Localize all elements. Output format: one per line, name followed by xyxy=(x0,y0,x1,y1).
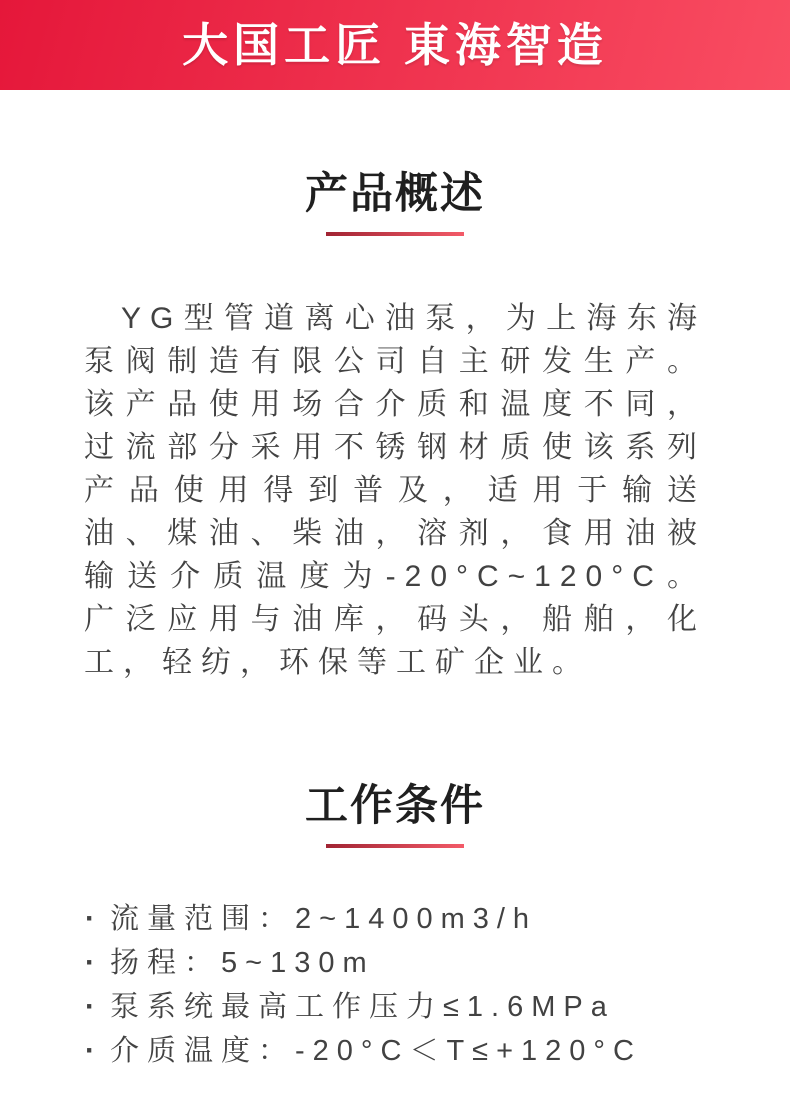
banner-title: 大国工匠 東海智造 xyxy=(182,19,608,71)
list-item xyxy=(85,985,790,1029)
title-underline-conditions xyxy=(326,844,464,848)
bullet-icon: · xyxy=(85,902,95,935)
bullet-icon: · xyxy=(85,990,95,1023)
header-banner xyxy=(0,0,790,90)
overview-paragraph: YG型管道离心油泵，为上海东海泵阀制造有限公司自主研发生产。该产品使用场合介质和温度不同，过流部分采用不锈钢材质使该系列产品使用得到普及，适用于输送油、煤油、柴油，溶剂，食用油被输送介质温度为-20°C~120°C。广泛应用与油库，码头，船舶，化工，轻纺，环保等工矿企业。 xyxy=(84,302,706,679)
list-item-text: 流量范围：2~1400m3/h xyxy=(110,903,538,935)
list-item xyxy=(85,1029,790,1073)
list-item-text: 泵系统最高工作压力≤1.6MPa xyxy=(110,991,615,1023)
list-item xyxy=(85,897,790,941)
section-title-overview: 产品概述 xyxy=(305,170,485,218)
section-overview xyxy=(0,170,790,684)
page-content xyxy=(0,170,790,1073)
title-underline-overview xyxy=(326,232,464,236)
section-title-conditions: 工作条件 xyxy=(305,782,485,830)
bullet-icon: · xyxy=(85,1034,95,1067)
list-item-text: 介质温度：-20°C＜T≤+120°C xyxy=(110,1035,642,1067)
list-item xyxy=(85,941,790,985)
list-item-text: 扬程：5~130m xyxy=(110,947,375,979)
bullet-icon: · xyxy=(85,946,95,979)
section-conditions xyxy=(0,782,790,1073)
conditions-list xyxy=(0,897,790,1073)
